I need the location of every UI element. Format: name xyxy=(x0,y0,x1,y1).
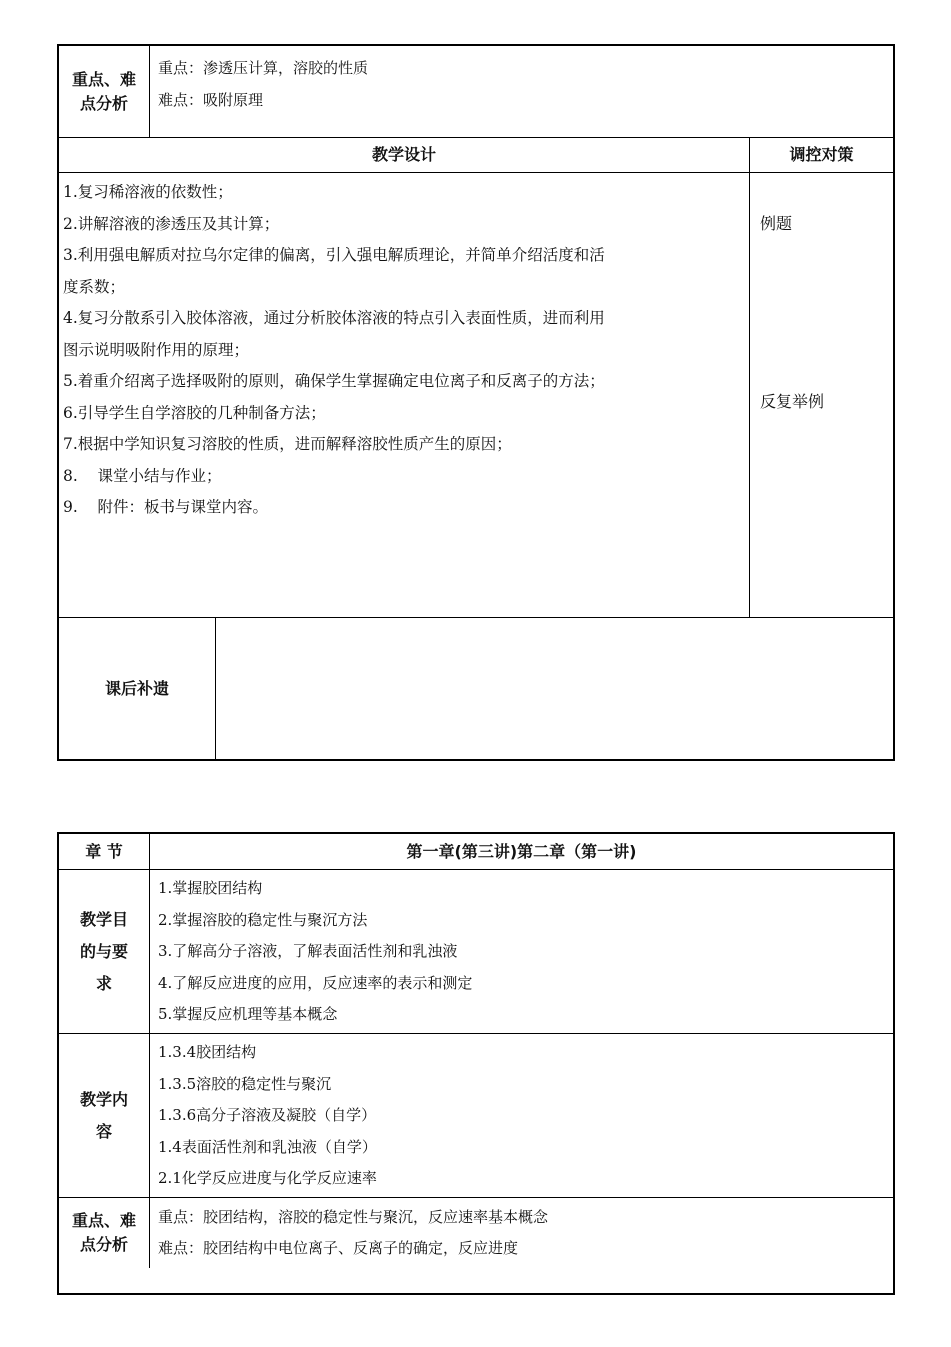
focus-difficult-point-2: 难点：胶团结构中电位离子、反离子的确定，反应进度 xyxy=(158,1239,519,1257)
design-body-row xyxy=(59,173,893,618)
goal-item: 1.掌握胶团结构 xyxy=(158,879,263,897)
focus-label: 重点、难点分析 xyxy=(59,46,150,137)
design-item: 9. 附件：板书与课堂内容。 xyxy=(63,498,268,516)
design-header: 教学设计 xyxy=(59,138,750,172)
design-item: 2.讲解溶液的渗透压及其计算； xyxy=(63,214,280,233)
supplement-row xyxy=(59,618,893,759)
content-item: 1.3.6高分子溶液及凝胶（自学） xyxy=(158,1106,377,1124)
content-label: 教学内容 xyxy=(59,1034,150,1197)
control-header: 调控对策 xyxy=(789,145,854,164)
content-item: 1.4表面活性剂和乳浊液（自学） xyxy=(158,1137,377,1156)
focus-difficult-point: 难点：吸附原理 xyxy=(158,91,264,109)
content-content xyxy=(150,1034,893,1197)
lesson-plan-table-2 xyxy=(57,832,895,1295)
focus-label-2: 重点、难点分析 xyxy=(59,1198,150,1268)
design-item: 8. 课堂小结与作业； xyxy=(63,466,222,485)
control-content xyxy=(750,173,893,617)
focus-key-point: 重点：渗透压计算，溶胶的性质 xyxy=(158,59,369,77)
control-item-example: 例题 xyxy=(760,214,793,233)
design-item: 5.着重介绍离子选择吸附的原则，确保学生掌握确定电位离子和反离子的方法； xyxy=(63,372,605,390)
content-row xyxy=(59,1034,893,1198)
lesson-plan-table-1 xyxy=(57,44,895,761)
focus-row xyxy=(59,46,893,138)
goal-item: 5.掌握反应机理等基本概念 xyxy=(158,1005,338,1023)
design-item: 7.根据中学知识复习溶胶的性质，进而解释溶胶性质产生的原因； xyxy=(63,435,512,453)
content-item: 1.3.5溶胶的稳定性与聚沉 xyxy=(158,1074,332,1093)
design-item: 6.引导学生自学溶胶的几种制备方法； xyxy=(63,403,326,422)
design-item: 图示说明吸附作用的原理； xyxy=(63,340,250,359)
focus-key-point-2: 重点：胶团结构，溶胶的稳定性与聚沉，反应速率基本概念 xyxy=(158,1208,549,1226)
focus-row-2 xyxy=(59,1198,893,1268)
goal-item: 2.掌握溶胶的稳定性与聚沉方法 xyxy=(158,910,368,929)
supplement-label: 课后补遗 xyxy=(59,618,216,759)
focus-content-2 xyxy=(150,1198,893,1268)
supplement-content xyxy=(216,618,893,759)
goal-item: 3.了解高分子溶液，了解表面活性剂和乳浊液 xyxy=(158,942,458,960)
design-item: 4.复习分散系引入胶体溶液，通过分析胶体溶液的特点引入表面性质，进而利用 xyxy=(63,309,605,327)
goal-item: 4.了解反应进度的应用，反应速率的表示和测定 xyxy=(158,973,473,992)
design-item: 3.利用强电解质对拉乌尔定律的偏离，引入强电解质理论，并简单介绍活度和活 xyxy=(63,246,605,264)
goal-label: 教学目的与要求 xyxy=(59,870,150,1033)
focus-content xyxy=(150,46,893,137)
design-content xyxy=(59,173,750,617)
design-item: 1.复习稀溶液的依数性； xyxy=(63,183,233,201)
goal-row xyxy=(59,870,893,1034)
design-header-row xyxy=(59,138,893,173)
control-item-repeat: 反复举例 xyxy=(760,392,825,411)
goal-content xyxy=(150,870,893,1033)
chapter-label: 章 节 xyxy=(59,834,150,869)
content-item: 2.1化学反应进度与化学反应速率 xyxy=(158,1169,377,1187)
design-item: 度系数； xyxy=(63,277,126,296)
chapter-row xyxy=(59,834,893,870)
content-item: 1.3.4胶团结构 xyxy=(158,1043,257,1061)
chapter-value: 第一章(第三讲)第二章（第一讲) xyxy=(406,841,637,861)
